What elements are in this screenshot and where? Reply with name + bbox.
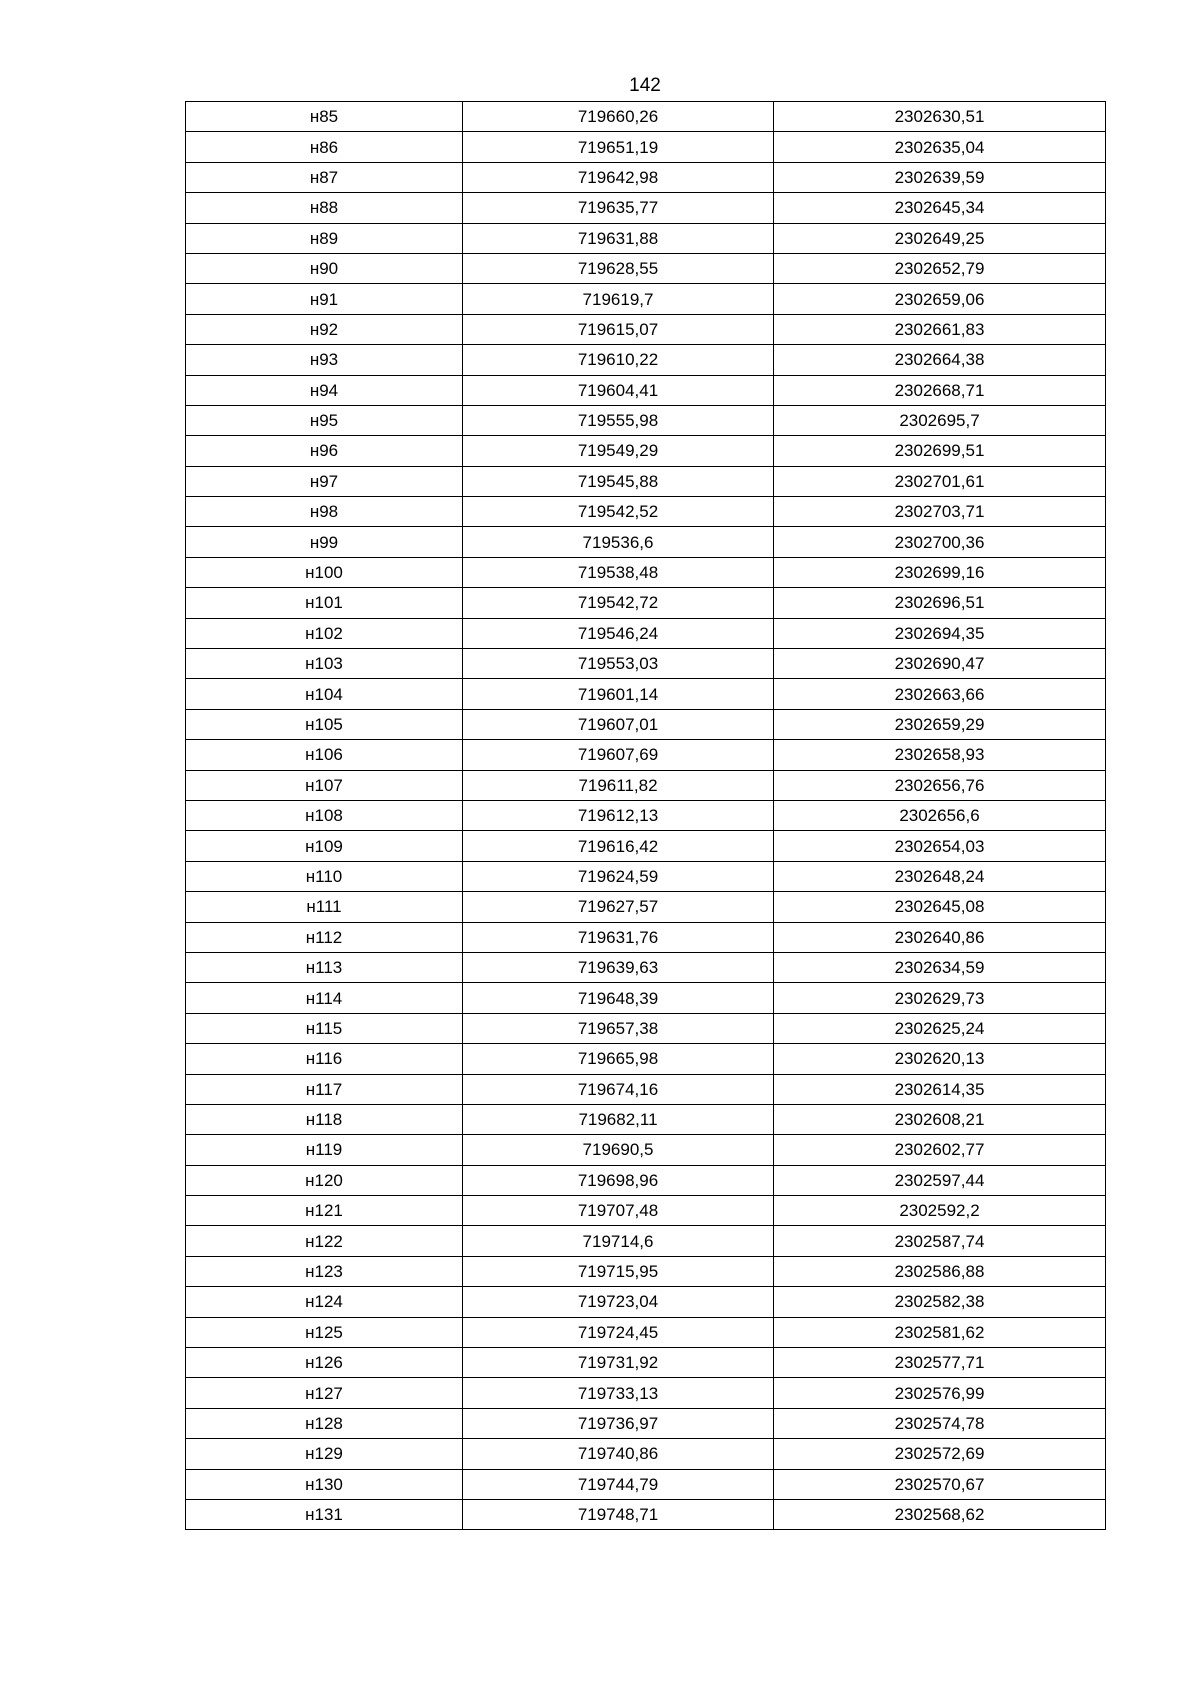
point-id-cell: н92	[186, 314, 463, 344]
x-coordinate-cell: 719707,48	[463, 1196, 774, 1226]
point-id-cell: н102	[186, 618, 463, 648]
table-row	[186, 892, 1106, 922]
table-row	[186, 831, 1106, 861]
point-id-cell: н85	[186, 102, 463, 132]
x-coordinate-cell: 719546,24	[463, 618, 774, 648]
table-row	[186, 314, 1106, 344]
point-id-cell: н94	[186, 375, 463, 405]
point-id-cell: н125	[186, 1317, 463, 1347]
page-number: 142	[629, 75, 661, 96]
x-coordinate-cell: 719635,77	[463, 193, 774, 223]
y-coordinate-cell: 2302700,36	[774, 527, 1106, 557]
x-coordinate-cell: 719736,97	[463, 1408, 774, 1438]
y-coordinate-cell: 2302690,47	[774, 649, 1106, 679]
point-id-cell: н131	[186, 1499, 463, 1529]
x-coordinate-cell: 719642,98	[463, 162, 774, 192]
y-coordinate-cell: 2302586,88	[774, 1256, 1106, 1286]
y-coordinate-cell: 2302577,71	[774, 1348, 1106, 1378]
point-id-cell: н105	[186, 709, 463, 739]
point-id-cell: н112	[186, 922, 463, 952]
x-coordinate-cell: 719714,6	[463, 1226, 774, 1256]
table-row	[186, 162, 1106, 192]
y-coordinate-cell: 2302640,86	[774, 922, 1106, 952]
table-row	[186, 405, 1106, 435]
y-coordinate-cell: 2302663,66	[774, 679, 1106, 709]
table-row	[186, 497, 1106, 527]
y-coordinate-cell: 2302581,62	[774, 1317, 1106, 1347]
table-row	[186, 1013, 1106, 1043]
table-row	[186, 1439, 1106, 1469]
point-id-cell: н110	[186, 861, 463, 891]
y-coordinate-cell: 2302608,21	[774, 1104, 1106, 1134]
point-id-cell: н111	[186, 892, 463, 922]
point-id-cell: н129	[186, 1439, 463, 1469]
x-coordinate-cell: 719542,52	[463, 497, 774, 527]
table-row	[186, 952, 1106, 982]
y-coordinate-cell: 2302645,34	[774, 193, 1106, 223]
table-row	[186, 709, 1106, 739]
table-row	[186, 223, 1106, 253]
table-row	[186, 436, 1106, 466]
y-coordinate-cell: 2302635,04	[774, 132, 1106, 162]
y-coordinate-cell: 2302649,25	[774, 223, 1106, 253]
point-id-cell: н93	[186, 345, 463, 375]
x-coordinate-cell: 719542,72	[463, 588, 774, 618]
table-row	[186, 284, 1106, 314]
table-row	[186, 253, 1106, 283]
table-row	[186, 1074, 1106, 1104]
y-coordinate-cell: 2302574,78	[774, 1408, 1106, 1438]
x-coordinate-cell: 719690,5	[463, 1135, 774, 1165]
point-id-cell: н86	[186, 132, 463, 162]
x-coordinate-cell: 719604,41	[463, 375, 774, 405]
y-coordinate-cell: 2302701,61	[774, 466, 1106, 496]
y-coordinate-cell: 2302597,44	[774, 1165, 1106, 1195]
table-row	[186, 618, 1106, 648]
y-coordinate-cell: 2302570,67	[774, 1469, 1106, 1499]
x-coordinate-cell: 719740,86	[463, 1439, 774, 1469]
x-coordinate-cell: 719657,38	[463, 1013, 774, 1043]
y-coordinate-cell: 2302592,2	[774, 1196, 1106, 1226]
point-id-cell: н104	[186, 679, 463, 709]
point-id-cell: н106	[186, 740, 463, 770]
point-id-cell: н103	[186, 649, 463, 679]
point-id-cell: н117	[186, 1074, 463, 1104]
x-coordinate-cell: 719660,26	[463, 102, 774, 132]
point-id-cell: н99	[186, 527, 463, 557]
point-id-cell: н126	[186, 1348, 463, 1378]
table-row	[186, 1165, 1106, 1195]
table-row	[186, 1317, 1106, 1347]
y-coordinate-cell: 2302587,74	[774, 1226, 1106, 1256]
y-coordinate-cell: 2302634,59	[774, 952, 1106, 982]
y-coordinate-cell: 2302699,51	[774, 436, 1106, 466]
x-coordinate-cell: 719628,55	[463, 253, 774, 283]
point-id-cell: н107	[186, 770, 463, 800]
y-coordinate-cell: 2302659,29	[774, 709, 1106, 739]
y-coordinate-cell: 2302658,93	[774, 740, 1106, 770]
point-id-cell: н128	[186, 1408, 463, 1438]
x-coordinate-cell: 719665,98	[463, 1044, 774, 1074]
y-coordinate-cell: 2302699,16	[774, 557, 1106, 587]
y-coordinate-cell: 2302630,51	[774, 102, 1106, 132]
x-coordinate-cell: 719615,07	[463, 314, 774, 344]
point-id-cell: н130	[186, 1469, 463, 1499]
table-row	[186, 740, 1106, 770]
point-id-cell: н101	[186, 588, 463, 618]
x-coordinate-cell: 719601,14	[463, 679, 774, 709]
x-coordinate-cell: 719536,6	[463, 527, 774, 557]
point-id-cell: н122	[186, 1226, 463, 1256]
point-id-cell: н123	[186, 1256, 463, 1286]
x-coordinate-cell: 719555,98	[463, 405, 774, 435]
x-coordinate-cell: 719607,01	[463, 709, 774, 739]
table-row	[186, 1469, 1106, 1499]
table-row	[186, 800, 1106, 830]
table-row	[186, 1196, 1106, 1226]
point-id-cell: н120	[186, 1165, 463, 1195]
point-id-cell: н98	[186, 497, 463, 527]
y-coordinate-cell: 2302576,99	[774, 1378, 1106, 1408]
table-row	[186, 1104, 1106, 1134]
y-coordinate-cell: 2302652,79	[774, 253, 1106, 283]
point-id-cell: н127	[186, 1378, 463, 1408]
x-coordinate-cell: 719607,69	[463, 740, 774, 770]
table-row	[186, 527, 1106, 557]
table-row	[186, 132, 1106, 162]
x-coordinate-cell: 719627,57	[463, 892, 774, 922]
y-coordinate-cell: 2302625,24	[774, 1013, 1106, 1043]
y-coordinate-cell: 2302695,7	[774, 405, 1106, 435]
point-id-cell: н116	[186, 1044, 463, 1074]
point-id-cell: н87	[186, 162, 463, 192]
x-coordinate-cell: 719724,45	[463, 1317, 774, 1347]
table-row	[186, 770, 1106, 800]
y-coordinate-cell: 2302659,06	[774, 284, 1106, 314]
x-coordinate-cell: 719639,63	[463, 952, 774, 982]
x-coordinate-cell: 719619,7	[463, 284, 774, 314]
point-id-cell: н95	[186, 405, 463, 435]
table-row	[186, 466, 1106, 496]
table-row	[186, 557, 1106, 587]
y-coordinate-cell: 2302654,03	[774, 831, 1106, 861]
y-coordinate-cell: 2302664,38	[774, 345, 1106, 375]
table-row	[186, 1499, 1106, 1529]
point-id-cell: н108	[186, 800, 463, 830]
x-coordinate-cell: 719538,48	[463, 557, 774, 587]
x-coordinate-cell: 719723,04	[463, 1287, 774, 1317]
x-coordinate-cell: 719611,82	[463, 770, 774, 800]
point-id-cell: н118	[186, 1104, 463, 1134]
x-coordinate-cell: 719682,11	[463, 1104, 774, 1134]
point-id-cell: н88	[186, 193, 463, 223]
y-coordinate-cell: 2302639,59	[774, 162, 1106, 192]
y-coordinate-cell: 2302620,13	[774, 1044, 1106, 1074]
x-coordinate-cell: 719553,03	[463, 649, 774, 679]
point-id-cell: н119	[186, 1135, 463, 1165]
point-id-cell: н115	[186, 1013, 463, 1043]
y-coordinate-cell: 2302656,6	[774, 800, 1106, 830]
table-row	[186, 1226, 1106, 1256]
table-row	[186, 679, 1106, 709]
y-coordinate-cell: 2302602,77	[774, 1135, 1106, 1165]
y-coordinate-cell: 2302568,62	[774, 1499, 1106, 1529]
table-row	[186, 649, 1106, 679]
y-coordinate-cell: 2302661,83	[774, 314, 1106, 344]
point-id-cell: н96	[186, 436, 463, 466]
y-coordinate-cell: 2302582,38	[774, 1287, 1106, 1317]
table-row	[186, 983, 1106, 1013]
table-row	[186, 861, 1106, 891]
x-coordinate-cell: 719744,79	[463, 1469, 774, 1499]
x-coordinate-cell: 719715,95	[463, 1256, 774, 1286]
x-coordinate-cell: 719545,88	[463, 466, 774, 496]
table-row	[186, 102, 1106, 132]
table-row	[186, 375, 1106, 405]
x-coordinate-cell: 719698,96	[463, 1165, 774, 1195]
table-row	[186, 1256, 1106, 1286]
y-coordinate-cell: 2302696,51	[774, 588, 1106, 618]
table-row	[186, 1408, 1106, 1438]
table-row	[186, 1135, 1106, 1165]
x-coordinate-cell: 719610,22	[463, 345, 774, 375]
table-row	[186, 1287, 1106, 1317]
x-coordinate-cell: 719549,29	[463, 436, 774, 466]
table-row	[186, 588, 1106, 618]
y-coordinate-cell: 2302668,71	[774, 375, 1106, 405]
table-row	[186, 1348, 1106, 1378]
table-row	[186, 1378, 1106, 1408]
point-id-cell: н121	[186, 1196, 463, 1226]
point-id-cell: н90	[186, 253, 463, 283]
x-coordinate-cell: 719731,92	[463, 1348, 774, 1378]
y-coordinate-cell: 2302572,69	[774, 1439, 1106, 1469]
x-coordinate-cell: 719612,13	[463, 800, 774, 830]
table-row	[186, 345, 1106, 375]
table-row	[186, 193, 1106, 223]
y-coordinate-cell: 2302629,73	[774, 983, 1106, 1013]
point-id-cell: н114	[186, 983, 463, 1013]
x-coordinate-cell: 719651,19	[463, 132, 774, 162]
y-coordinate-cell: 2302656,76	[774, 770, 1106, 800]
y-coordinate-cell: 2302703,71	[774, 497, 1106, 527]
y-coordinate-cell: 2302614,35	[774, 1074, 1106, 1104]
point-id-cell: н91	[186, 284, 463, 314]
x-coordinate-cell: 719674,16	[463, 1074, 774, 1104]
x-coordinate-cell: 719748,71	[463, 1499, 774, 1529]
y-coordinate-cell: 2302645,08	[774, 892, 1106, 922]
point-id-cell: н89	[186, 223, 463, 253]
point-id-cell: н97	[186, 466, 463, 496]
point-id-cell: н124	[186, 1287, 463, 1317]
table-row	[186, 1044, 1106, 1074]
y-coordinate-cell: 2302648,24	[774, 861, 1106, 891]
coordinates-table-body	[186, 102, 1106, 1530]
coordinates-table	[185, 101, 1106, 1530]
x-coordinate-cell: 719624,59	[463, 861, 774, 891]
x-coordinate-cell: 719616,42	[463, 831, 774, 861]
point-id-cell: н109	[186, 831, 463, 861]
point-id-cell: н113	[186, 952, 463, 982]
x-coordinate-cell: 719648,39	[463, 983, 774, 1013]
x-coordinate-cell: 719631,88	[463, 223, 774, 253]
y-coordinate-cell: 2302694,35	[774, 618, 1106, 648]
x-coordinate-cell: 719631,76	[463, 922, 774, 952]
point-id-cell: н100	[186, 557, 463, 587]
x-coordinate-cell: 719733,13	[463, 1378, 774, 1408]
table-row	[186, 922, 1106, 952]
